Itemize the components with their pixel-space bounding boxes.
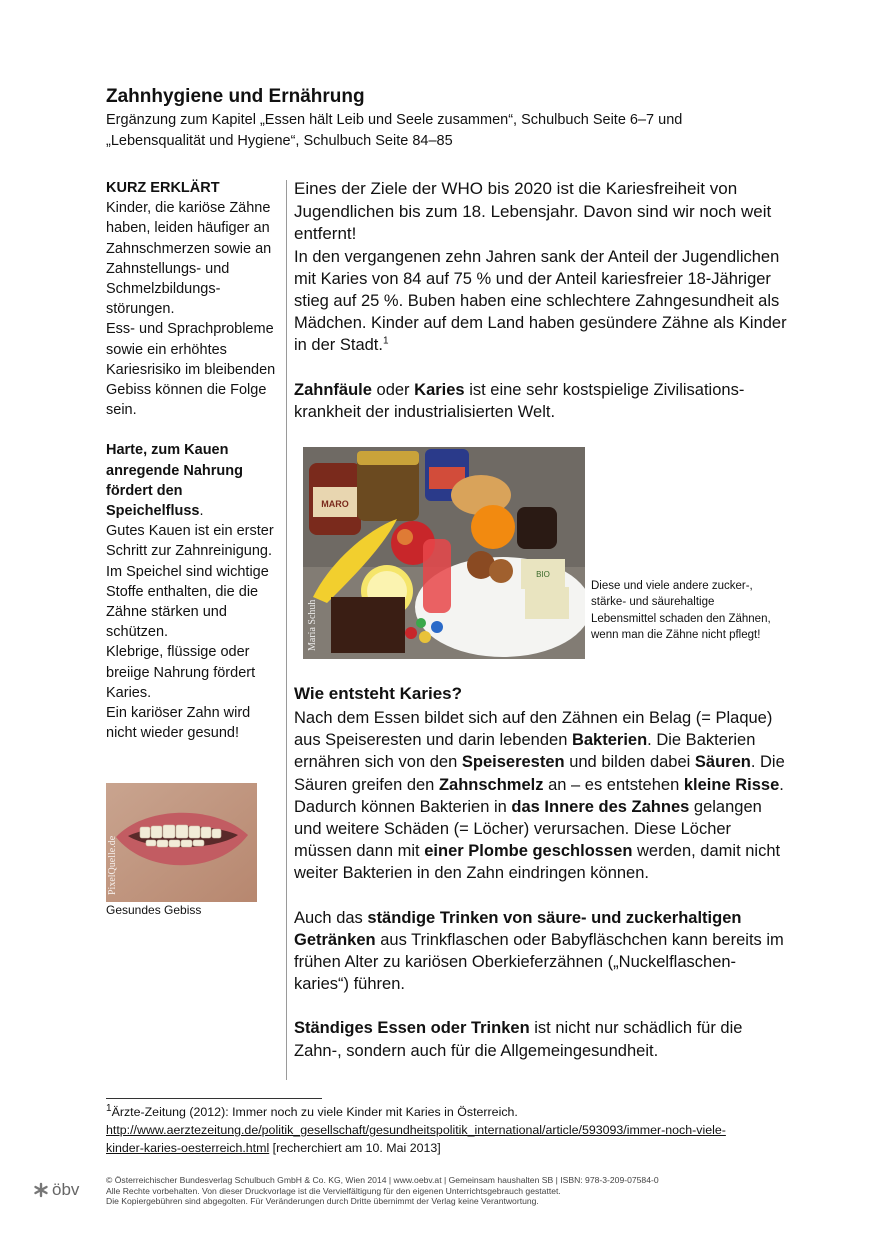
legal-line-3: Die Kopiergebühren sind abgegolten. Für Veränderungen durch Dritte übernimmt der Verlag keine Verantwortung.: [106, 1196, 539, 1207]
intro-paragraph-1: Eines der Ziele der WHO bis 2020 ist die Kariesfreiheit von Jugendlichen bis zum 18. Lebensjahr. Davon sind wir noch weit entfernt!: [294, 179, 772, 243]
p1-bold-f: Säuren: [694, 753, 751, 772]
p3-text-b: ist nicht nur schädlich für die Zahn-, sondern auch für die Allgemeingesundheit.: [294, 1019, 743, 1060]
p1-text-c: . Die Bakterien ernähren sich von den: [294, 731, 756, 772]
kurz-text-2: Ess- und Sprachprobleme sowie ein erhöhtes Kariesrisiko im bleibenden Gebiss können die Folge sein.: [106, 321, 276, 419]
legal-line-1: © Österreichischer Bundesverlag Schulbuch GmbH & Co. KG, Wien 2014 | www.oebv.at | Gemeinsam haushalten SB | ISBN: 978-3-209-07584-0: [106, 1175, 659, 1185]
intro-paragraph-2: [294, 246, 790, 357]
main-column-lower: [294, 707, 790, 1062]
p1-text-i: an – es entstehen: [548, 775, 680, 794]
teeth-caption: Gesundes Gebiss: [106, 903, 202, 917]
footnote-text: Ärzte-Zeitung (2012): Immer noch zu viele Kinder mit Karies in Österreich.: [111, 1105, 518, 1119]
chew-text-4: Ein kariöser Zahn wird nicht wieder gesund!: [106, 705, 251, 742]
p1-bold-d: Speiseresten: [461, 753, 565, 772]
p1-bold-h: Zahnschmelz: [438, 775, 544, 794]
p3-bold-a: Ständiges Essen oder Trinken: [294, 1019, 530, 1038]
footnote: [106, 1103, 766, 1157]
footnote-retrieved: [recherchiert am 10. Mai 2013]: [272, 1141, 441, 1155]
page-subtitle: [106, 110, 746, 152]
intro-text: In den vergangenen zehn Jahren sank der Anteil der Jugendlichen mit Karies von 84 auf 75 % und der Anteil kariesfreier 18-Jähriger stieg auf 25 %. Buben haben eine schlechtere Zahngesundheit als Mädchen. Kinder auf dem Land haben gesündere Zähne als Kinder in der Stadt.: [294, 247, 787, 355]
karies-paragraph: [294, 707, 790, 885]
chew-text-1: Gutes Kauen ist ein erster Schritt zur Zahnreinigung.: [106, 523, 274, 560]
food-caption: Diese und viele andere zucker-, stärke- und säurehaltige Lebensmittel schaden den Zähnen, wenn man die Zähne nicht pflegt!: [591, 580, 771, 642]
subtitle-line-2: „Lebensqualität und Hygiene“, Schulbuch Seite 84–85: [106, 133, 453, 149]
column-divider: [286, 180, 287, 1080]
zivil-text: ist eine sehr kostspielige Zivilisations-krankheit der industrialisierten Welt.: [294, 380, 745, 421]
section-heading-karies: Wie entsteht Karies?: [294, 684, 462, 703]
zahnfaeule-term: Zahnfäule: [294, 380, 372, 399]
publisher-logo-text: öbv: [52, 1180, 80, 1199]
p2-bold-b: ständige Trinken von säure- und zuckerhaltigen Getränken: [294, 908, 742, 949]
sidebar-column: [106, 178, 284, 743]
kurz-text-1: Kinder, die kariöse Zähne haben, leiden häufiger an Zahnschmerzen sowie an Zahnstellungs- und Schmelzbildungs-störungen.: [106, 200, 272, 318]
publisher-logo: [33, 1180, 79, 1200]
food-photo-credit: Maria Schuh: [307, 599, 318, 651]
oder-word: oder: [376, 380, 410, 399]
footnote-source: [106, 1103, 766, 1121]
teeth-photo-credit: PixelQuelle.de: [107, 835, 118, 895]
p1-text-e: und bilden dabei: [569, 753, 691, 772]
p1-text-m: gelangen und weitere Schäden (= Löcher) verursachen. Diese Löcher müssen dann mit: [294, 797, 762, 861]
zivil-paragraph: [294, 379, 790, 423]
chew-text-2: Im Speichel sind wichtige Stoffe enthalten, die die Zähne stärken und schützen.: [106, 563, 269, 641]
kurz-heading: KURZ ERKLÄRT: [106, 180, 220, 196]
p1-bold-l: das Innere des Zahnes: [511, 797, 690, 816]
chew-paragraph: Harte, zum Kauen anregende Nahrung fördert den Speichelfluss.: [106, 442, 243, 520]
p1-text-o: werden, damit nicht weiter Bakterien in den Zahn eindringen können.: [294, 842, 781, 883]
footnote-number: 1: [106, 1102, 112, 1114]
chew-text-3: Klebrige, flüssige oder breiige Nahrung fördert Karies.: [106, 644, 256, 701]
chew-bold: Harte, zum Kauen anregende Nahrung fördert den Speichelfluss: [106, 442, 243, 520]
p1-text-g: . Die Säuren greifen den: [294, 753, 785, 794]
p2-text-a: Auch das: [294, 908, 363, 927]
footnote-url-line-2[interactable]: kinder-karies-oesterreich.html: [106, 1141, 270, 1155]
main-column: [294, 178, 790, 423]
p1-text-a: Nach dem Essen bildet sich auf den Zähnen ein Belag (= Plaque) aus Speiseresten und darin lebenden: [294, 709, 773, 750]
food-photo: [303, 447, 585, 659]
drinks-paragraph: [294, 907, 790, 996]
p1-bold-n: einer Plombe geschlossen: [424, 842, 633, 861]
footnote-link-line: [106, 1121, 766, 1157]
p1-bold-j: kleine Risse: [683, 775, 780, 794]
p2-text-c: aus Trinkflaschen oder Babyfläschchen kann bereits im frühen Alter zu kariösen Oberkieferzähnen („Nuckelflaschen-karies“) führen.: [294, 930, 784, 994]
footnote-url-line-1[interactable]: http://www.aerztezeitung.de/politik_gesellschaft/gesundheitspolitik_international/article/593093/immer-noch-viele-: [106, 1123, 726, 1137]
food-photo-label-jar: MARO: [321, 499, 349, 509]
legal-line-2: Alle Rechte vorbehalten. Von dieser Druckvorlage ist die Vervielfältigung für den eigenen Unterrichtsgebrauch gestattet.: [106, 1185, 561, 1196]
karies-term: Karies: [414, 380, 465, 399]
subtitle-line-1: Ergänzung zum Kapitel „Essen hält Leib und Seele zusammen“, Schulbuch Seite 6–7 und: [106, 112, 683, 128]
publisher-star-icon: [33, 1182, 49, 1198]
page-title: Zahnhygiene und Ernährung: [106, 86, 365, 107]
legal-notice: [106, 1175, 806, 1207]
footnote-rule: [106, 1098, 322, 1099]
p1-text-k: . Dadurch können Bakterien in: [294, 775, 784, 816]
teeth-photo: [106, 783, 257, 902]
food-photo-label-bio: BIO: [536, 570, 550, 579]
p1-bold-b: Bakterien: [571, 731, 648, 750]
footnote-ref[interactable]: 1: [382, 335, 389, 347]
constant-eating-paragraph: [294, 1017, 790, 1061]
